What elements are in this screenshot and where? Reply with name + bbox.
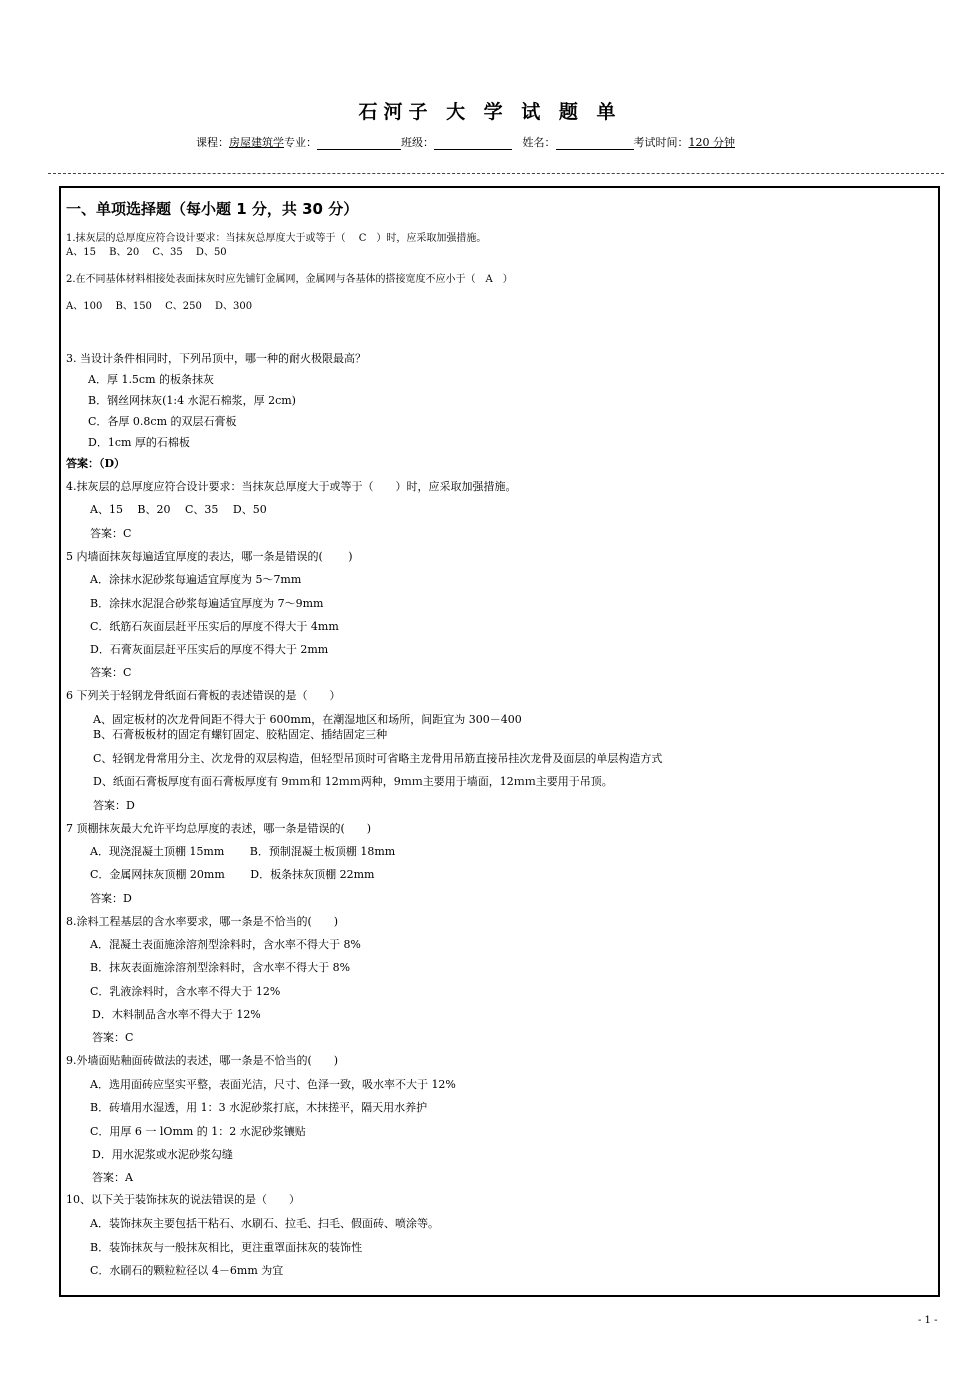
class-blank [434, 137, 512, 150]
time-label: 考试时间： [633, 136, 689, 149]
option-c: C．水刷石的颗粒粒径以 4－6mm 为宜 [90, 1264, 284, 1277]
option-d: D．石膏灰面层赶平压实后的厚度不得大于 2mm [90, 643, 329, 656]
question-10: 10、以下关于装饰抹灰的说法错误的是（ ） [66, 1193, 300, 1206]
section-title: 一、单项选择题（每小题 1 分，共 30 分） [66, 200, 359, 218]
answer: 答案：C [90, 527, 132, 540]
answer: 答案：C [90, 666, 132, 679]
option-b: B．钢丝网抹灰(1:4 水泥石棉浆，厚 2cm) [88, 394, 296, 407]
option-b: B、石膏板板材的固定有螺钉固定、胶粘固定、插结固定三种 [93, 728, 388, 741]
option-d: D、纸面石膏板厚度有面石膏板厚度有 9ｍｍ和 12ｍｍ两种，9ｍｍ主要用于墙面，12ｍｍ主要用于吊顶。 [93, 775, 613, 788]
question-1: 1.抹灰层的总厚度应符合设计要求：当抹灰总厚度大于或等于（ C ）时，应采取加强措施。 [66, 233, 487, 244]
question-7: 7 顶棚抹灰最大允许平均总厚度的表述，哪一条是错误的( ) [66, 822, 372, 835]
dashed-divider [48, 173, 944, 174]
question-4-options: A、15 B、20 C、35 D、50 [90, 503, 267, 516]
option-b: B．涂抹水泥混合砂浆每遍适宜厚度为 7～9mm [90, 597, 324, 610]
option-a: A、固定板材的次龙骨间距不得大于 600mm，在潮湿地区和场所，间距宜为 300－400 [93, 713, 522, 726]
question-2-options: A、100 B、150 C、250 D、300 [66, 301, 253, 312]
option-c: C．纸筋石灰面层赶平压实后的厚度不得大于 4mm [90, 620, 339, 633]
question-8: 8.涂料工程基层的含水率要求，哪一条是不恰当的( ) [66, 915, 339, 928]
class-label: 班级： [401, 136, 434, 149]
time-value: 120 分钟 [688, 136, 735, 149]
option-c: C．乳液涂料时，含水率不得大于 12% [90, 985, 281, 998]
name-label: 姓名： [522, 136, 556, 149]
option-a: A．选用面砖应坚实平整，表面光洁，尺寸、色泽一致，吸水率不大于 12% [90, 1078, 456, 1091]
option-d: D．用水泥浆或水泥砂浆勾缝 [92, 1148, 233, 1161]
question-5: 5 内墙面抹灰每遍适宜厚度的表达，哪一条是错误的( ) [66, 550, 353, 563]
page-title: 石河子 大 学 试 题 单 [358, 101, 622, 123]
option-b: B．装饰抹灰与一般抹灰相比，更注重罩面抹灰的装饰性 [90, 1241, 363, 1254]
option-b: B．砖墙用水湿透，用 1：3 水泥砂浆打底，木抹搓平，隔天用水养护 [90, 1101, 428, 1114]
option-b: B．抹灰表面施涂溶剂型涂料时，含水率不得大于 8% [90, 961, 351, 974]
question-9: 9.外墙面贴釉面砖做法的表述，哪一条是不恰当的( ) [66, 1054, 339, 1067]
question-2: 2.在不同基体材料相接处表面抹灰时应先铺钉金属网，金属网与各基体的搭接宽度不应小于（ A ） [66, 274, 513, 285]
answer: 答案：（D） [66, 457, 126, 470]
option-a: A．装饰抹灰主要包括干粘石、水刷石、拉毛、扫毛、假面砖、喷涂等。 [90, 1217, 439, 1230]
question-3: 3. 当设计条件相同时，下列吊顶中，哪一种的耐火极限最高？ [66, 352, 366, 365]
page-number: - 1 - [918, 1315, 938, 1326]
major-blank [317, 137, 401, 150]
exam-info-line [196, 134, 735, 150]
option-d: D．1cm 厚的石棉板 [88, 436, 190, 449]
options-a-b: A．现浇混凝土顶棚 15mm B．预制混凝土板顶棚 18mm [90, 845, 396, 858]
option-c: C、轻钢龙骨常用分主、次龙骨的双层构造，但轻型吊顶时可省略主龙骨用吊筋直接吊挂次龙骨及面层的单层构造方式 [93, 752, 663, 765]
answer: 答案：D [93, 799, 135, 812]
option-c: C．用厚 6 一 lOmm 的 1：2 水泥砂浆镶贴 [90, 1125, 306, 1138]
options-c-d: C．金属网抹灰顶棚 20mm D．板条抹灰顶棚 22mm [90, 868, 375, 881]
major-label: 专业： [284, 136, 317, 149]
question-4: 4.抹灰层的总厚度应符合设计要求：当抹灰总厚度大于或等于（ ）时，应采取加强措施。 [66, 480, 517, 493]
option-a: A．混凝土表面施涂溶剂型涂料时，含水率不得大于 8% [90, 938, 361, 951]
option-a: A．厚 1.5cm 的板条抹灰 [88, 373, 215, 386]
answer: 答案：A [92, 1171, 133, 1184]
answer: 答案：D [90, 892, 132, 905]
option-c: C．各厚 0.8cm 的双层石膏板 [88, 415, 237, 428]
answer: 答案：C [92, 1031, 134, 1044]
option-d: D．木料制品含水率不得大于 12% [92, 1008, 261, 1021]
course-value: 房屋建筑学 [229, 136, 284, 149]
question-1-options: A、15 B、20 C、35 D、50 [66, 247, 227, 258]
course-label: 课程： [196, 136, 229, 149]
option-a: A．涂抹水泥砂浆每遍适宜厚度为 5～7mm [90, 573, 302, 586]
name-blank [556, 137, 634, 150]
question-6: 6 下列关于轻钢龙骨纸面石膏板的表述错误的是（ ） [66, 689, 341, 702]
